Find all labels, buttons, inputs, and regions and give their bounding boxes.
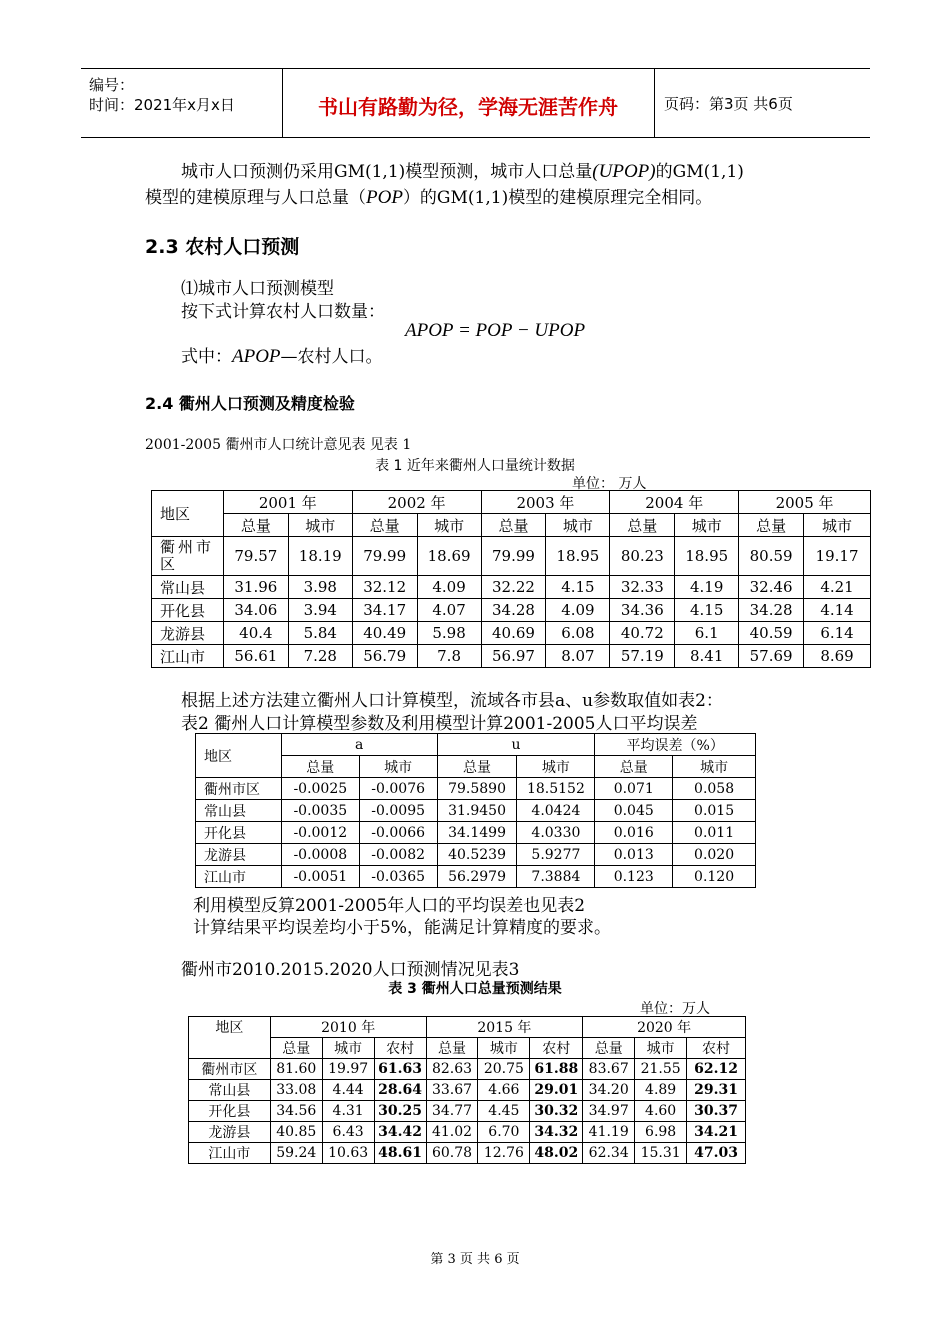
value-cell: 60.78 — [426, 1143, 478, 1164]
sub-header: 总量 — [281, 756, 359, 778]
value-cell: 28.64 — [374, 1080, 426, 1101]
sub-header: 总量 — [739, 514, 804, 537]
year-header: 2005 年 — [739, 491, 871, 514]
model-item: ⑴城市人口预测模型 — [181, 279, 334, 299]
value-cell: 3.98 — [288, 576, 352, 599]
value-cell: 82.63 — [426, 1059, 478, 1080]
value-cell: 41.02 — [426, 1122, 478, 1143]
table-row — [152, 576, 871, 599]
table1-unit: 单位： 万人 — [572, 476, 647, 492]
table-row — [189, 1122, 746, 1143]
table-row — [196, 866, 756, 888]
value-cell: 4.66 — [478, 1080, 530, 1101]
intro-line-2 — [145, 185, 712, 211]
sub-header: 总量 — [352, 514, 417, 537]
value-cell: -0.0012 — [281, 822, 359, 844]
sub-header: 城市 — [675, 514, 739, 537]
value-cell: 4.45 — [478, 1101, 530, 1122]
value-cell: 4.60 — [635, 1101, 687, 1122]
value-cell: 30.25 — [374, 1101, 426, 1122]
sub-header: 城市 — [673, 756, 756, 778]
sub-header: 总量 — [270, 1038, 322, 1059]
table1-caption: 表 1 近年来衢州人口量统计数据 — [375, 458, 575, 474]
document-number-label: 编号： — [89, 76, 135, 94]
section-2-3-heading: 2.3 农村人口预测 — [145, 236, 300, 258]
value-cell: 32.22 — [481, 576, 546, 599]
value-cell: 12.76 — [478, 1143, 530, 1164]
value-cell: -0.0035 — [281, 800, 359, 822]
sub-header: 城市 — [635, 1038, 687, 1059]
value-cell: 4.31 — [322, 1101, 374, 1122]
value-cell: 6.14 — [804, 622, 871, 645]
sub-header: 总量 — [437, 756, 517, 778]
value-cell: 47.03 — [687, 1143, 746, 1164]
header-meta — [89, 75, 235, 115]
value-cell: 62.34 — [583, 1143, 635, 1164]
value-cell: -0.0076 — [359, 778, 437, 800]
value-cell: 0.123 — [595, 866, 673, 888]
value-cell: 0.120 — [673, 866, 756, 888]
value-cell: 21.55 — [635, 1059, 687, 1080]
value-cell: 20.75 — [478, 1059, 530, 1080]
value-cell: 7.8 — [417, 645, 481, 668]
page-footer: 第 3 页 共 6 页 — [430, 1252, 520, 1267]
table-row — [196, 822, 756, 844]
pop-symbol: POP — [366, 187, 403, 208]
region-cell: 龙游县 — [152, 622, 224, 645]
value-cell: 0.011 — [673, 822, 756, 844]
value-cell: -0.0051 — [281, 866, 359, 888]
value-cell: 3.94 — [288, 599, 352, 622]
value-cell: 34.36 — [610, 599, 675, 622]
value-cell: 4.89 — [635, 1080, 687, 1101]
value-cell: 4.44 — [322, 1080, 374, 1101]
region-cell: 衢州市区 — [196, 778, 282, 800]
value-cell: 34.56 — [270, 1101, 322, 1122]
value-cell: 19.17 — [804, 537, 871, 576]
sub-header: 总量 — [583, 1038, 635, 1059]
value-cell: 5.98 — [417, 622, 481, 645]
intro-text: ）的GM(1,1)模型的建模原理完全相同。 — [402, 188, 713, 208]
value-cell: 79.99 — [352, 537, 417, 576]
table3-unit: 单位：万人 — [640, 1001, 710, 1017]
value-cell: 4.19 — [675, 576, 739, 599]
model-parameters-table — [195, 733, 756, 888]
intro-text: 的GM(1,1) — [655, 162, 744, 182]
sub-header: 总量 — [223, 514, 288, 537]
value-cell: 40.85 — [270, 1122, 322, 1143]
region-cell: 衢州市区 — [189, 1059, 271, 1080]
value-cell: 31.9450 — [437, 800, 517, 822]
legend-text: —农村人口。 — [280, 347, 383, 367]
value-cell: 4.07 — [417, 599, 481, 622]
sub-header: 城市 — [288, 514, 352, 537]
value-cell: 79.57 — [223, 537, 288, 576]
value-cell: 80.59 — [739, 537, 804, 576]
value-cell: 0.013 — [595, 844, 673, 866]
value-cell: 57.69 — [739, 645, 804, 668]
region-cell: 龙游县 — [189, 1122, 271, 1143]
value-cell: 30.37 — [687, 1101, 746, 1122]
value-cell: 34.28 — [481, 599, 546, 622]
value-cell: 10.63 — [322, 1143, 374, 1164]
intro-text: 城市人口预测仍采用GM(1,1)模型预测，城市人口总量 — [181, 162, 593, 182]
table-row — [152, 537, 871, 576]
value-cell: 56.79 — [352, 645, 417, 668]
table-row — [196, 844, 756, 866]
value-cell: 29.01 — [530, 1080, 583, 1101]
value-cell: -0.0008 — [281, 844, 359, 866]
table2-note-1: 利用模型反算2001-2005年人口的平均误差也见表2 — [193, 896, 586, 916]
value-cell: 33.08 — [270, 1080, 322, 1101]
value-cell: 0.015 — [673, 800, 756, 822]
value-cell: 0.045 — [595, 800, 673, 822]
value-cell: 40.59 — [739, 622, 804, 645]
sub-header: 总量 — [610, 514, 675, 537]
value-cell: 29.31 — [687, 1080, 746, 1101]
formula: APOP = POP − UPOP — [405, 320, 586, 341]
value-cell: -0.0095 — [359, 800, 437, 822]
region-cell: 江山市 — [189, 1143, 271, 1164]
value-cell: 6.70 — [478, 1122, 530, 1143]
value-cell: 40.49 — [352, 622, 417, 645]
value-cell: 4.09 — [546, 599, 610, 622]
intro-text: 模型的建模原理与人口总量（ — [145, 188, 366, 208]
value-cell: 19.97 — [322, 1059, 374, 1080]
value-cell: 18.19 — [288, 537, 352, 576]
value-cell: 34.1499 — [437, 822, 517, 844]
value-cell: 34.97 — [583, 1101, 635, 1122]
value-cell: 34.17 — [352, 599, 417, 622]
value-cell: 40.4 — [223, 622, 288, 645]
value-cell: 30.32 — [530, 1101, 583, 1122]
sub-header: 城市 — [322, 1038, 374, 1059]
value-cell: 80.23 — [610, 537, 675, 576]
apop-symbol: APOP — [232, 346, 281, 367]
region-cell: 龙游县 — [196, 844, 282, 866]
region-cell: 江山市 — [152, 645, 224, 668]
year-header: 2001 年 — [223, 491, 352, 514]
value-cell: 41.19 — [583, 1122, 635, 1143]
year-header: 2015 年 — [426, 1017, 583, 1038]
value-cell: 4.0330 — [517, 822, 595, 844]
region-header: 地区 — [196, 734, 282, 778]
table2-lead: 根据上述方法建立衢州人口计算模型，流域各市县a、u参数取值如表2： — [181, 691, 723, 711]
value-cell: 0.058 — [673, 778, 756, 800]
calc-instruction: 按下式计算农村人口数量： — [181, 302, 385, 322]
value-cell: 57.19 — [610, 645, 675, 668]
value-cell: 31.96 — [223, 576, 288, 599]
value-cell: 34.77 — [426, 1101, 478, 1122]
document-time-label: 时间：2021年x月x日 — [89, 96, 235, 114]
table-row — [189, 1059, 746, 1080]
region-header: 地区 — [152, 491, 224, 537]
value-cell: 7.28 — [288, 645, 352, 668]
table2-body — [196, 778, 756, 888]
value-cell: 18.69 — [417, 537, 481, 576]
value-cell: 8.07 — [546, 645, 610, 668]
region-cell: 江山市 — [196, 866, 282, 888]
value-cell: 0.016 — [595, 822, 673, 844]
sub-header: 总量 — [426, 1038, 478, 1059]
table-row — [189, 1080, 746, 1101]
value-cell: 32.46 — [739, 576, 804, 599]
value-cell: 32.33 — [610, 576, 675, 599]
sub-header: 总量 — [481, 514, 546, 537]
year-header: 2002 年 — [352, 491, 481, 514]
table1-intro: 2001-2005 衢州市人口统计意见表 见表 1 — [145, 437, 412, 453]
value-cell: 8.41 — [675, 645, 739, 668]
value-cell: 5.84 — [288, 622, 352, 645]
value-cell: 6.1 — [675, 622, 739, 645]
sub-header: 城市 — [417, 514, 481, 537]
value-cell: 40.5239 — [437, 844, 517, 866]
value-cell: 6.43 — [322, 1122, 374, 1143]
value-cell: 56.2979 — [437, 866, 517, 888]
upop-symbol: (UPOP) — [592, 161, 656, 182]
sub-header: 城市 — [517, 756, 595, 778]
table3-caption: 表 3 衢州人口总量预测结果 — [388, 981, 562, 997]
sub-header: 城市 — [478, 1038, 530, 1059]
year-header: 2010 年 — [270, 1017, 426, 1038]
value-cell: 34.28 — [739, 599, 804, 622]
value-cell: 62.12 — [687, 1059, 746, 1080]
value-cell: 79.99 — [481, 537, 546, 576]
value-cell: 4.14 — [804, 599, 871, 622]
value-cell: 18.95 — [675, 537, 739, 576]
sub-header: 农村 — [687, 1038, 746, 1059]
table-row — [152, 645, 871, 668]
value-cell: 79.5890 — [437, 778, 517, 800]
value-cell: 18.95 — [546, 537, 610, 576]
value-cell: -0.0025 — [281, 778, 359, 800]
region-header: 地区 — [189, 1017, 271, 1059]
intro-line-1 — [181, 159, 744, 185]
region-cell: 常山县 — [196, 800, 282, 822]
group-header: 平均误差（%） — [595, 734, 756, 756]
value-cell: 4.09 — [417, 576, 481, 599]
table3-lead: 衢州市2010.2015.2020人口预测情况见表3 — [181, 960, 520, 980]
group-header: u — [437, 734, 595, 756]
value-cell: 81.60 — [270, 1059, 322, 1080]
value-cell: -0.0066 — [359, 822, 437, 844]
sub-header: 总量 — [595, 756, 673, 778]
legend-prefix: 式中： — [181, 347, 232, 367]
formula-legend — [181, 344, 383, 370]
group-header: a — [281, 734, 437, 756]
value-cell: 59.24 — [270, 1143, 322, 1164]
region-cell: 常山县 — [152, 576, 224, 599]
year-header: 2004 年 — [610, 491, 739, 514]
value-cell: 4.21 — [804, 576, 871, 599]
value-cell: 6.98 — [635, 1122, 687, 1143]
value-cell: 4.0424 — [517, 800, 595, 822]
value-cell: 32.12 — [352, 576, 417, 599]
table-row — [196, 800, 756, 822]
value-cell: 48.02 — [530, 1143, 583, 1164]
table-row — [189, 1101, 746, 1122]
header-motto: 书山有路勤为径，学海无涯苦作舟 — [318, 95, 618, 119]
sub-header: 农村 — [374, 1038, 426, 1059]
table-row — [152, 599, 871, 622]
sub-header: 城市 — [804, 514, 871, 537]
region-cell: 常山县 — [189, 1080, 271, 1101]
year-header: 2020 年 — [583, 1017, 746, 1038]
value-cell: 56.97 — [481, 645, 546, 668]
table-row — [189, 1143, 746, 1164]
value-cell: 4.15 — [675, 599, 739, 622]
population-statistics-table — [151, 490, 871, 668]
population-forecast-table — [188, 1016, 746, 1164]
region-cell: 开化县 — [152, 599, 224, 622]
value-cell: 7.3884 — [517, 866, 595, 888]
value-cell: 83.67 — [583, 1059, 635, 1080]
sub-header: 农村 — [530, 1038, 583, 1059]
value-cell: 34.06 — [223, 599, 288, 622]
value-cell: 15.31 — [635, 1143, 687, 1164]
value-cell: 18.5152 — [517, 778, 595, 800]
value-cell: 34.21 — [687, 1122, 746, 1143]
region-cell: 衢州市区 — [152, 537, 224, 576]
value-cell: 33.67 — [426, 1080, 478, 1101]
sub-header: 城市 — [359, 756, 437, 778]
table-row — [152, 622, 871, 645]
value-cell: -0.0365 — [359, 866, 437, 888]
table3-body — [189, 1059, 746, 1164]
value-cell: 0.020 — [673, 844, 756, 866]
region-cell: 开化县 — [189, 1101, 271, 1122]
page-header — [81, 68, 870, 138]
value-cell: 40.69 — [481, 622, 546, 645]
table2-caption: 表2 衢州人口计算模型参数及利用模型计算2001-2005人口平均误差 — [181, 714, 698, 734]
value-cell: -0.0082 — [359, 844, 437, 866]
year-header: 2003 年 — [481, 491, 610, 514]
value-cell: 34.42 — [374, 1122, 426, 1143]
section-2-4-heading: 2.4 衢州人口预测及精度检验 — [145, 394, 355, 413]
region-cell: 开化县 — [196, 822, 282, 844]
value-cell: 5.9277 — [517, 844, 595, 866]
table2-note-2: 计算结果平均误差均小于5%，能满足计算精度的要求。 — [193, 918, 611, 938]
value-cell: 61.88 — [530, 1059, 583, 1080]
value-cell: 0.071 — [595, 778, 673, 800]
value-cell: 4.15 — [546, 576, 610, 599]
header-page-info: 页码：第3页 共6页 — [664, 95, 793, 113]
table1-body — [152, 537, 871, 668]
value-cell: 61.63 — [374, 1059, 426, 1080]
value-cell: 40.72 — [610, 622, 675, 645]
value-cell: 56.61 — [223, 645, 288, 668]
value-cell: 48.61 — [374, 1143, 426, 1164]
value-cell: 34.20 — [583, 1080, 635, 1101]
value-cell: 6.08 — [546, 622, 610, 645]
value-cell: 34.32 — [530, 1122, 583, 1143]
header-divider — [654, 69, 655, 137]
table-row — [196, 778, 756, 800]
sub-header: 城市 — [546, 514, 610, 537]
value-cell: 8.69 — [804, 645, 871, 668]
